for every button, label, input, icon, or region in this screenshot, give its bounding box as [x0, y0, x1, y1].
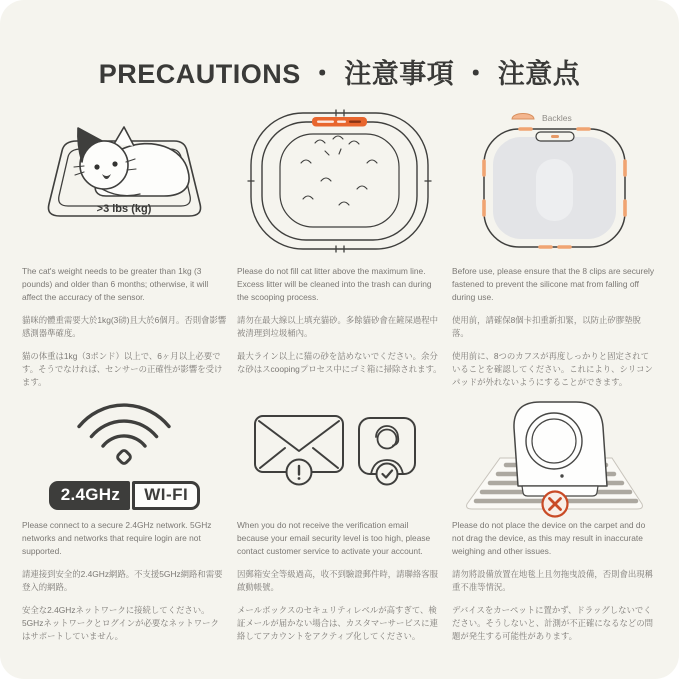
wifi-arcs [79, 405, 169, 465]
buckle-legend [512, 113, 572, 123]
text-en: Please do not fill cat litter above the maximum line. Excess litter will be cleaned into the trash can during the scooping process. [237, 266, 432, 303]
email-illustration [237, 387, 442, 519]
wifi-illustration [22, 387, 227, 519]
text-ja: メールボックスのセキュリティレベルが高すぎて、検証メールが届かない場合は、カスタマーサービスに連絡してアカウントをアクティブ化してください。 [237, 605, 438, 642]
envelope-icon [255, 416, 343, 485]
text-en: Please do not place the device on the carpet and do not drag the device, as this may result in inaccurate weighing and other issues. [452, 520, 646, 557]
wifi-icon [22, 397, 227, 477]
cat-weight-text [22, 265, 227, 387]
wifi-label-badge: WI-FI [132, 481, 200, 510]
cat-on-mat-icon [22, 101, 227, 261]
text-zh: 貓咪的體重需要大於1kg(3磅)且大於6個月。否則會影響感測器準確度。 [22, 315, 227, 339]
sections-grid [0, 91, 679, 653]
handle [536, 132, 574, 141]
mat-highlight [536, 159, 573, 221]
freq-badge: 2.4GHz [49, 481, 130, 510]
text-ja: 安全な2.4GHzネットワークに接続してください。5GHzネットワークとログインが必要なネットワークはサポートしていません。 [22, 605, 219, 642]
text-zh: 請勿將設備放置在地毯上且勿拖曳設備，否則會出現稱重不准等情況。 [452, 569, 653, 593]
text-zh: 請勿在最大線以上填充貓砂。多餘貓砂會在鏟屎過程中被清理到垃圾桶內。 [237, 315, 438, 339]
text-ja: 猫の体重は1kg（3ポンド）以上で、6ヶ月以上必要です。そうでなければ、センサーの正確性が影響を受けます。 [22, 351, 223, 388]
text-ja: デバイスをカーペットに置かず、ドラッグしないでください。そうしないと、計測が不正確になるなどの問題が発生する可能性があります。 [452, 605, 653, 642]
prohibited-x-icon [543, 492, 568, 517]
text-ja: 最大ライン以上に猫の砂を詰めないでください。余分な砂はスcoopingプロセス中にゴミ箱に掃除されます。 [237, 351, 442, 375]
email-text [237, 519, 442, 653]
text-en: The cat's weight needs to be greater than 1kg (3 pounds) and older than 6 months; otherwise, it will affect the accuracy of the sensor. [22, 266, 209, 303]
cat [74, 127, 189, 196]
buckles-base-icon [452, 101, 657, 261]
wifi-badge [49, 481, 200, 510]
litter-texture [301, 136, 377, 205]
text-en: Before use, please ensure that the 8 clips are securely fastened to prevent the silicone mat from falling off during use. [452, 266, 655, 303]
carpet-illustration [452, 387, 657, 519]
text-en: When you do not receive the verification email because your email security level is too high, please contact customer service to activate your account. [237, 520, 431, 557]
device [514, 402, 607, 496]
litter-box-rings [251, 113, 428, 249]
weight-label: >3 lbs (kg) [96, 203, 152, 215]
text-zh: 因郵箱安全等級過高，收不到驗證郵件時，請聯絡客服啟動帳號。 [237, 569, 438, 593]
clips-text [452, 265, 657, 387]
max-line-illustration [237, 97, 442, 265]
clips-illustration [452, 97, 657, 265]
ring-ticks [248, 110, 431, 252]
customer-service-icon [359, 418, 415, 485]
litter-box-top-icon [237, 101, 442, 261]
max-line-text [237, 265, 442, 387]
text-en: Please connect to a secure 2.4GHz network. 5GHz networks and networks that require login are not supported. [22, 520, 212, 557]
text-zh: 請連接到安全的2.4GHz網路。不支援5GHz網路和需要登入的網路。 [22, 569, 223, 593]
max-line-label [312, 117, 367, 127]
cat-weight-illustration [22, 97, 227, 265]
wifi-text [22, 519, 227, 653]
email-verification-icon [237, 408, 442, 498]
page-title: PRECAUTIONS ・ 注意事項 ・ 注意点 [98, 59, 581, 89]
text-ja: 使用前に、8つのカフスが再度しっかりと固定されていることを確認してください。これにより、シリコンパッドが外れないようにすることができます。 [452, 351, 653, 388]
text-zh: 使用前，請確保8個卡扣重新扣緊，以防止矽膠墊脫落。 [452, 315, 641, 339]
device-on-carpet-icon [452, 388, 657, 518]
carpet-text [452, 519, 657, 653]
buckle-legend-label: Backles [542, 113, 572, 123]
